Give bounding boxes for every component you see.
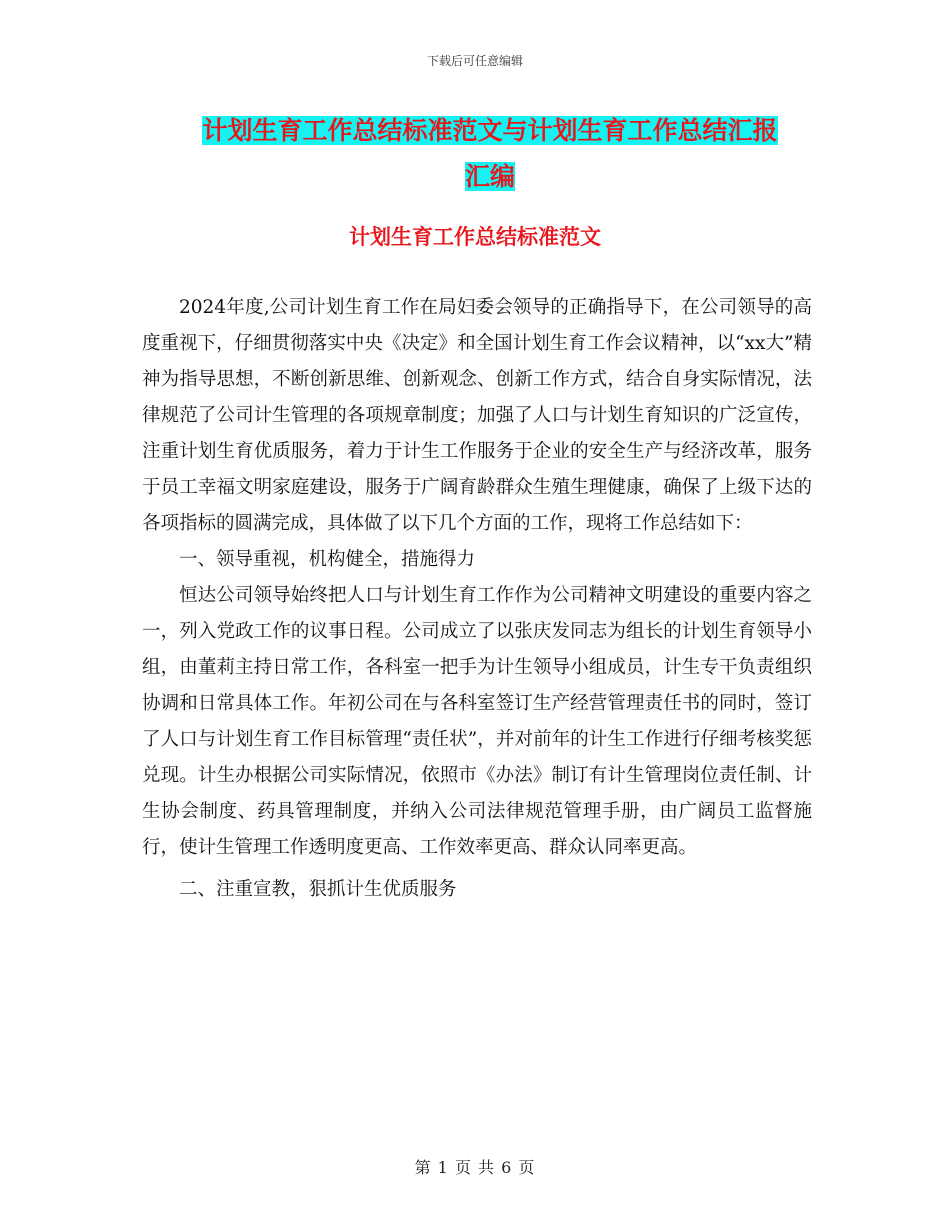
document-title-line2: 汇编 — [464, 162, 515, 191]
heading-publicity: 二、注重宣教，狠抓计生优质服务 — [179, 879, 457, 900]
heading-leadership: 一、领导重视，机构健全，措施得力 — [179, 549, 476, 570]
section-title: 计划生育工作总结标准范文 — [349, 224, 601, 249]
paragraph-leadership: 恒达公司领导始终把人口与计划生育工作作为公司精神文明建设的重要内容之一，列入党政工作的议事日程。公司成立了以张庆发同志为组长的计划生育领导小组，由董莉主持日常工作，各科室一把手为计生领导小组成员，计生专干负责组织协调和日常具体工作。年初公司在与各科室签订生产经营管理责任书的同时，签订了人口与计划生育工作目标管理“责任状”，并对前年的计生工作进行仔细考核奖惩兑现。计生办根据公司实际情况，依照市《办法》制订有计生管理岗位责任制、计生协会制度、药具管理制度，并纳入公司法律规范管理手册，由广阔员工监督施行，使计生管理工作透明度更高、工作效率更高、群众认同率更高。 — [142, 585, 812, 858]
page-footer: 第 1 页 共 6 页 — [414, 1158, 536, 1177]
header-note: 下载后可任意编辑 — [426, 54, 523, 68]
document-title-line1: 计划生育工作总结标准范文与计划生育工作总结汇报 — [202, 116, 778, 145]
paragraph-intro: 2024年度,公司计划生育工作在局妇委会领导的正确指导下，在公司领导的高度重视下，仔细贯彻落实中央《决定》和全国计划生育工作会议精神，以“xx大”精神为指导思想，不断创新思维、创新观念、创新工作方式，结合自身实际情况，法律规范了公司计生管理的各项规章制度；加强了人口与计划生育知识的广泛宣传，注重计划生育优质服务，着力于计生工作服务于企业的安全生产与经济改革，服务于员工幸福文明家庭建设，服务于广阔育龄群众生殖生理健康，确保了上级下达的各项指标的圆满完成，具体做了以下几个方面的工作，现将工作总结如下： — [142, 297, 812, 534]
document-body — [142, 290, 812, 908]
document-title — [140, 108, 840, 200]
